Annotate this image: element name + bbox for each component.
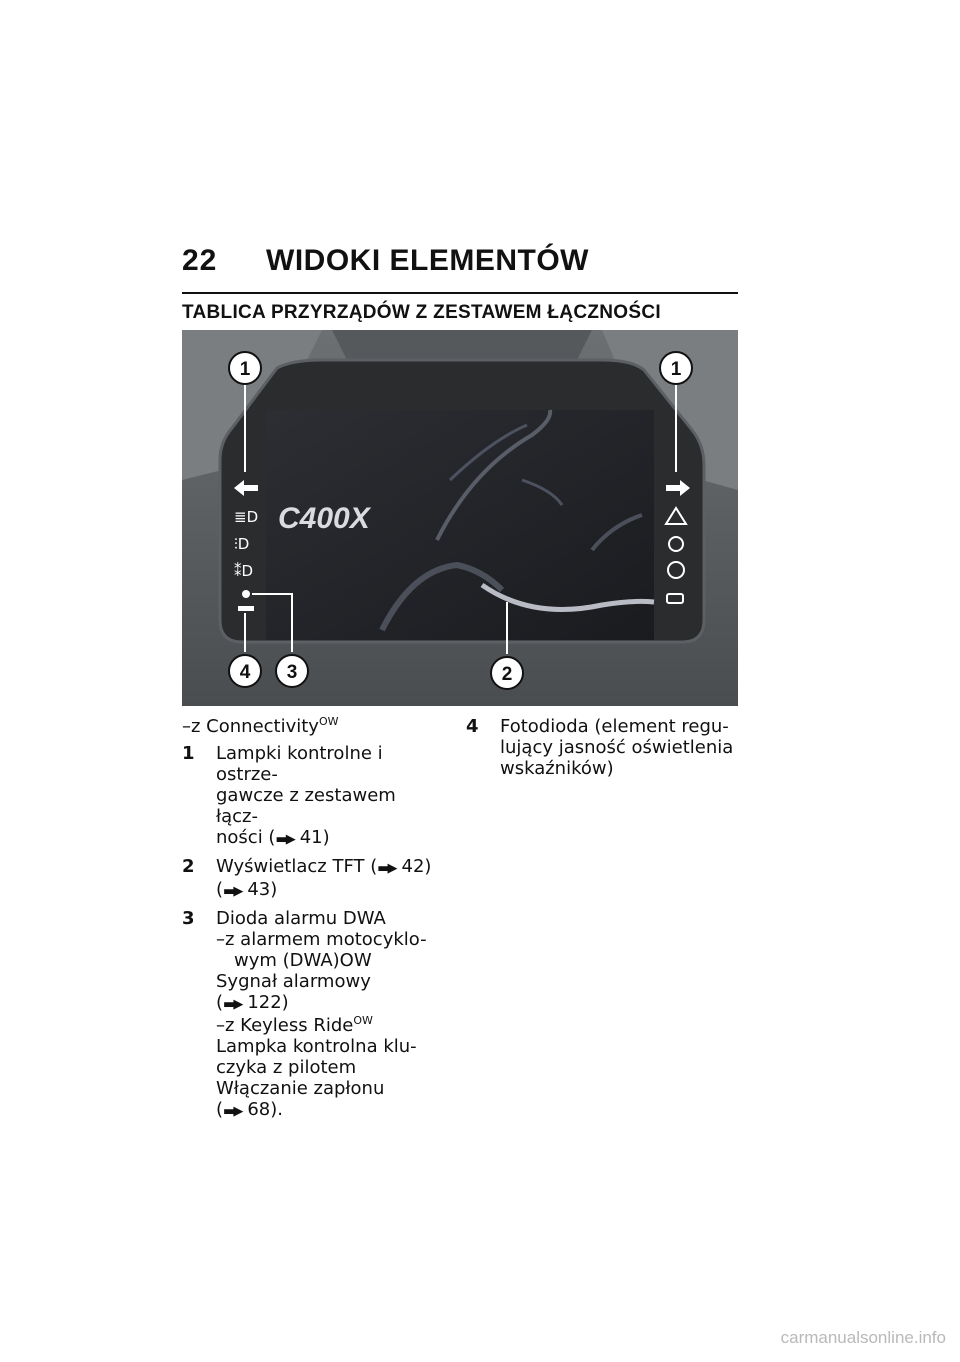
page-number: 22 [182,244,218,277]
svg-text:1: 1 [239,359,251,380]
svg-text:2: 2 [501,664,513,685]
instrument-cluster-illustration [182,330,738,706]
rear-fog-icon: ⁑D [234,562,254,580]
page-ref-arrow-icon: ▬▶ [223,1104,242,1119]
fog-light-icon: ⫶D [234,535,250,553]
page-ref-arrow-icon: ▬▶ [223,997,242,1012]
callout-1-left [229,352,261,384]
watermark: carmanualsonline.info [780,1328,946,1347]
page-ref-arrow-icon: ▬▶ [275,832,294,847]
svg-text:1: 1 [670,359,682,380]
legend-item-1: 1 Lampki kontrolne i ostrze- gawcze z zestawem łącz- ności (▬▶ 41) [182,743,396,848]
low-beam-icon: ≣D [234,508,259,526]
section-title: TABLICA PRZYRZĄDÓW Z ZESTAWEM ŁĄCZNOŚCI [182,292,738,324]
page-ref[interactable]: 68). [247,1099,283,1120]
chapter-title: WIDOKI ELEMENTÓW [266,244,589,277]
svg-text:4: 4 [239,662,251,683]
model-logo: C400X [278,502,370,535]
legend-item-4: 4 Fotodioda (element regu- lujący jasność oświetlenia wskaźników) [466,716,734,779]
page-ref-arrow-icon: ▬▶ [377,861,396,876]
legend-right-column [466,716,738,779]
svg-text:3: 3 [286,662,298,683]
top-cover [332,330,592,360]
page-ref[interactable]: 42) [401,856,432,877]
variant-connectivity: –z Connectivity$^{OW}$ [182,715,339,737]
page-ref-arrow-icon: ▬▶ [223,884,242,899]
callout-2 [491,657,523,689]
callout-1-right [660,352,692,384]
page-ref[interactable]: 43) [247,879,278,900]
item-number: 1 [182,743,195,764]
legend-item-2: 2 Wyświetlacz TFT (▬▶ 42) (▬▶ 43) [182,856,432,900]
callout-4 [229,655,261,687]
instrument-cluster-figure [182,330,738,706]
photodiode-icon [238,606,254,611]
legend-left-column [182,716,442,1122]
page-header [182,244,738,284]
legend-item-3: 3 Dioda alarmu DWA –z alarmem motocyklo- wym (DWA)OW Sygnał alarmowy (▬▶ 122) –z Keyless Ride$^{OW}$ Lampka kontrolna klu- czyka z pilotem Włączanie zapłonu (▬▶ 68). [182,908,427,1120]
item-number: 4 [466,716,479,737]
dwa-led-icon [242,590,250,598]
page-ref[interactable]: 122) [247,992,289,1013]
page-ref[interactable]: 41) [299,827,330,848]
item-number: 3 [182,908,195,929]
callout-3 [276,655,308,687]
item-number: 2 [182,856,195,877]
